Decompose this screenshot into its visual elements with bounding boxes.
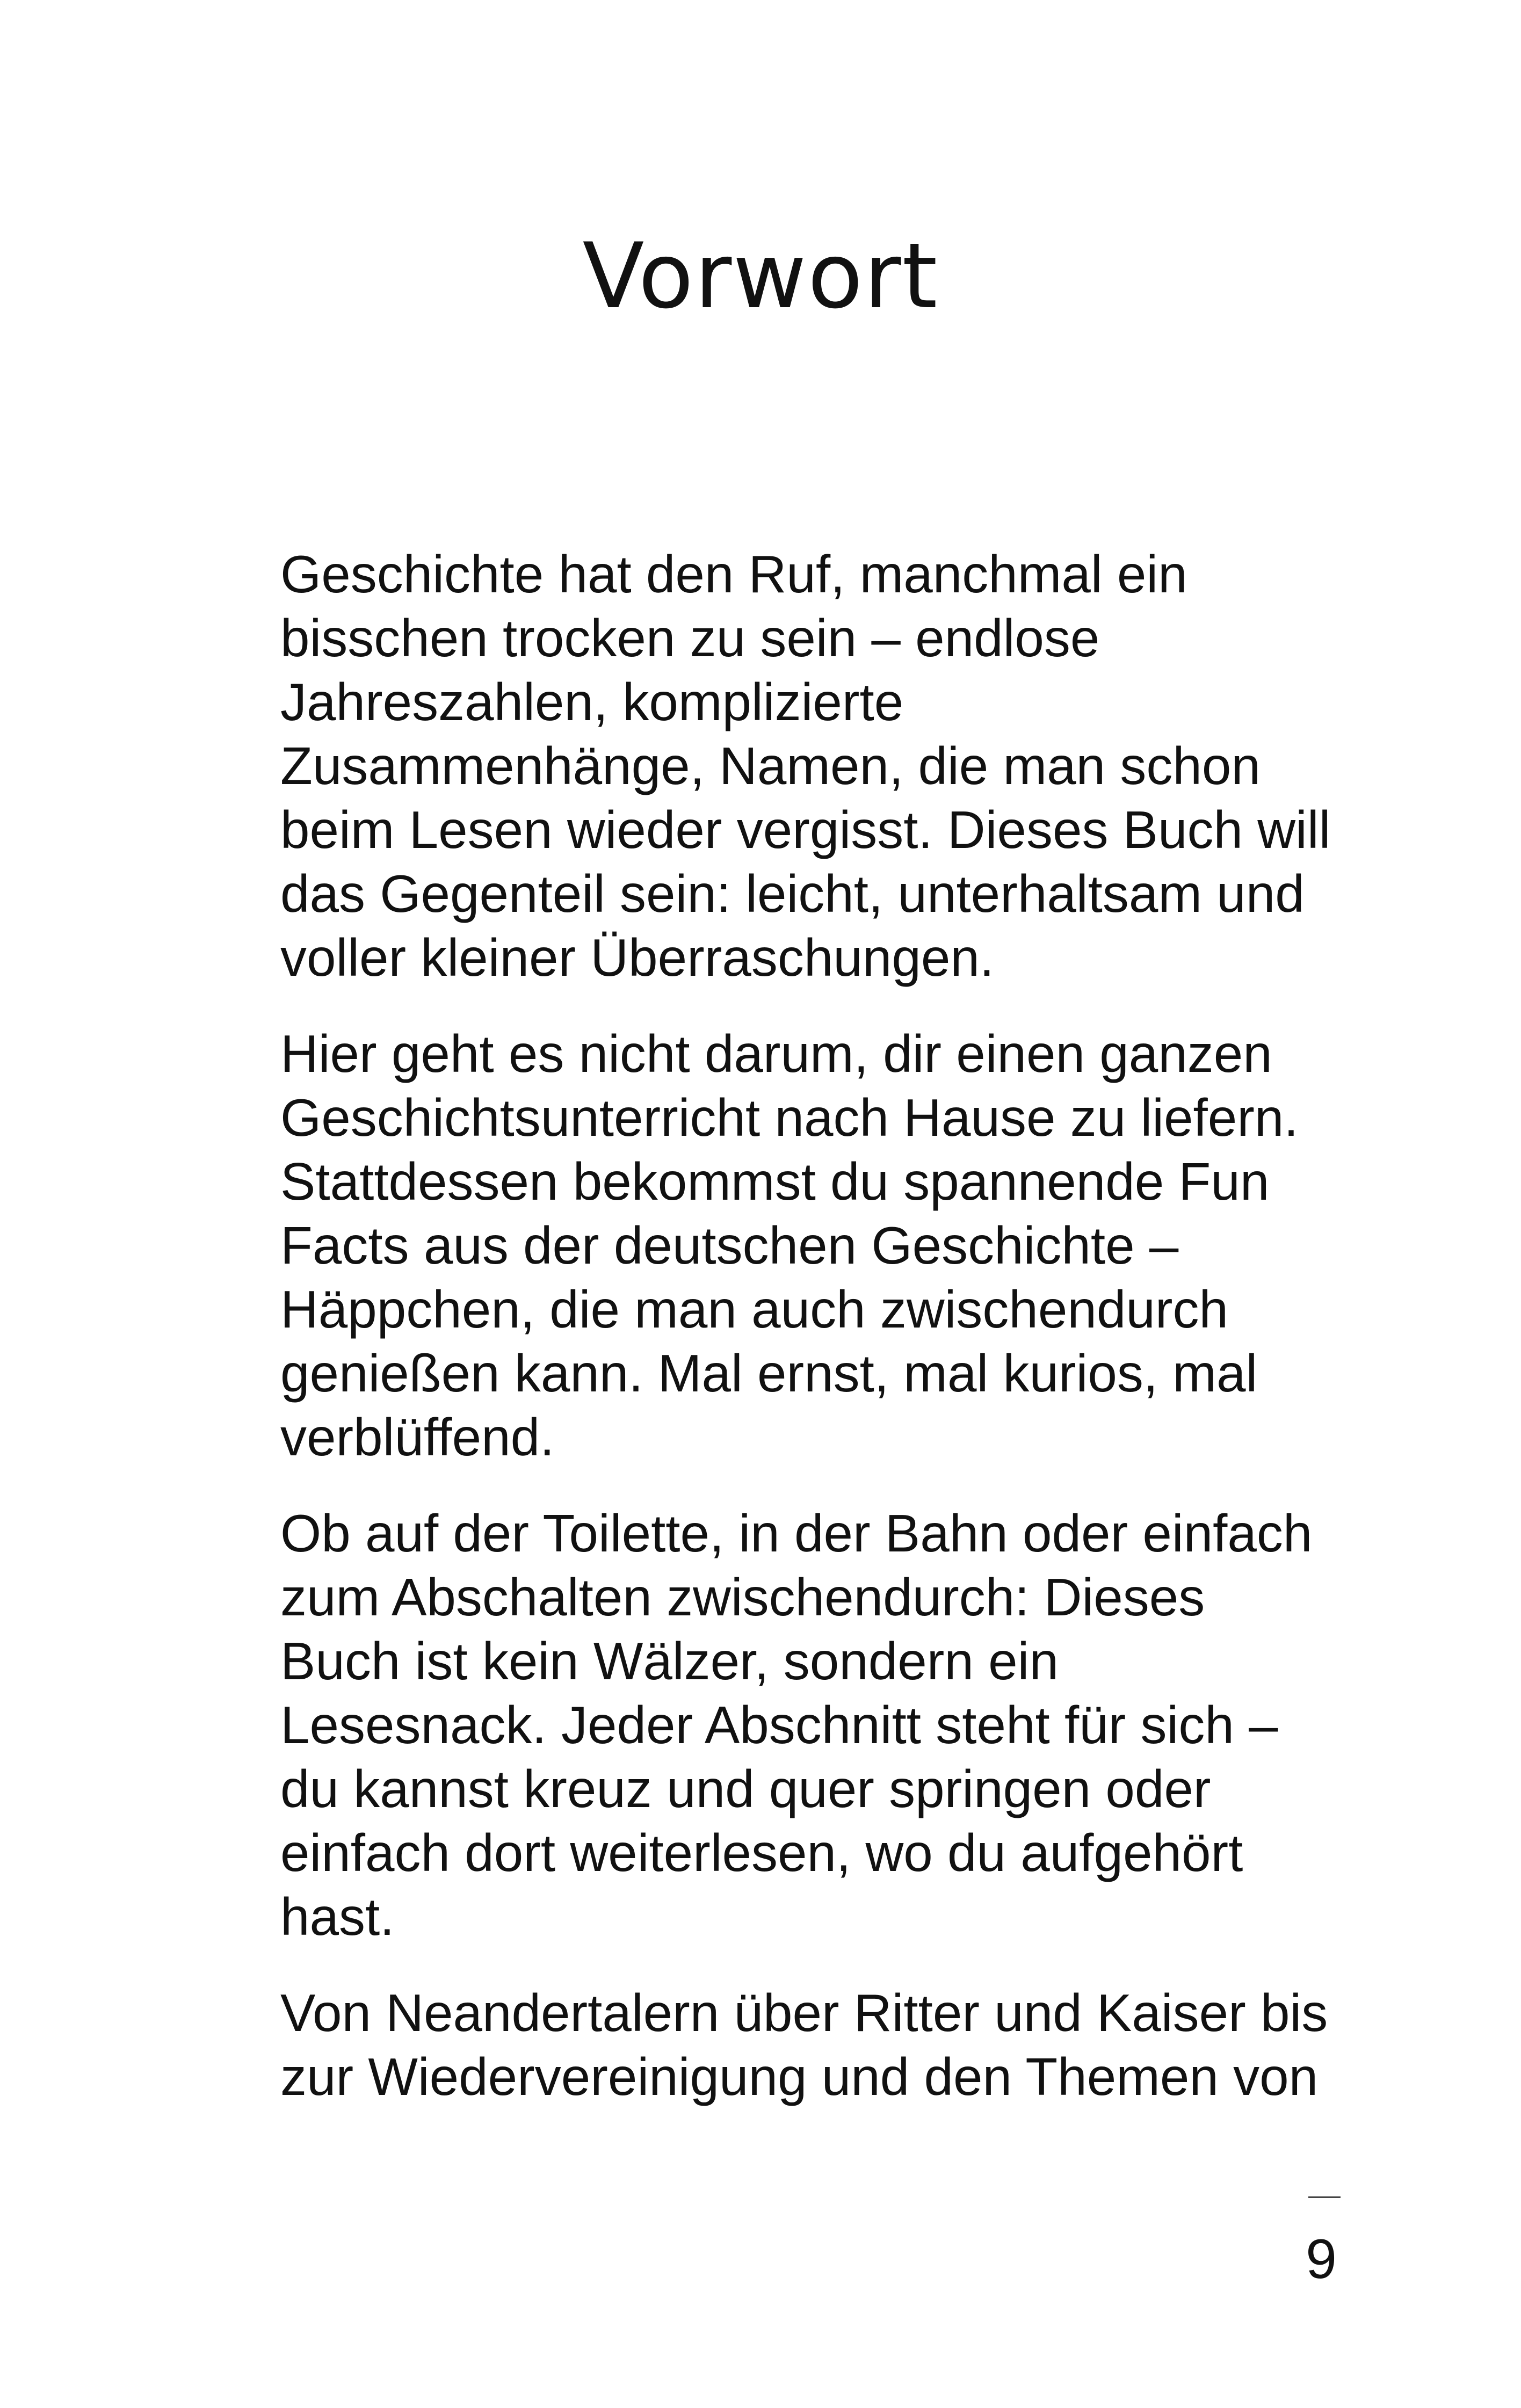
text-line: Stattdessen bekommst du spannende Fun xyxy=(280,1152,1270,1211)
text-line: bisschen trocken zu sein – endlose xyxy=(280,608,1100,668)
paragraph-4 xyxy=(280,1981,1381,2109)
text-line: Hier geht es nicht darum, dir einen ganzen xyxy=(280,1024,1272,1083)
text-line: genießen kann. Mal ernst, mal kurios, mal xyxy=(280,1344,1258,1403)
text-line: Buch ist kein Wälzer, sondern ein xyxy=(280,1631,1059,1691)
chapter-title: Vorwort xyxy=(582,223,939,329)
paragraph-3 xyxy=(280,1502,1381,1949)
page-number: 9 xyxy=(1306,2228,1337,2290)
text-line: das Gegenteil sein: leicht, unterhaltsam und xyxy=(280,864,1305,923)
text-line: Häppchen, die man auch zwischendurch xyxy=(280,1280,1229,1339)
text-line: Jahreszahlen, komplizierte xyxy=(280,672,904,731)
text-line: zur Wiedervereinigung und den Themen von xyxy=(280,2047,1319,2106)
paragraph-1 xyxy=(280,542,1381,990)
text-line: Ob auf der Toilette, in der Bahn oder einfach xyxy=(280,1504,1313,1563)
paragraph-2 xyxy=(280,1022,1381,1469)
text-line: zum Abschalten zwischendurch: Dieses xyxy=(280,1568,1205,1627)
text-line: hast. xyxy=(280,1887,395,1946)
text-line: verblüffend. xyxy=(280,1408,555,1467)
text-line: einfach dort weiterlesen, wo du aufgehört xyxy=(280,1823,1243,1882)
chapter-body xyxy=(280,542,1381,2141)
text-line: Zusammenhänge, Namen, die man schon xyxy=(280,736,1261,795)
text-line: Geschichtsunterricht nach Hause zu liefern. xyxy=(280,1088,1299,1147)
text-line: Geschichte hat den Ruf, manchmal ein xyxy=(280,545,1187,604)
text-line: Von Neandertalern über Ritter und Kaiser bis xyxy=(280,1983,1328,2042)
text-line: voller kleiner Überraschungen. xyxy=(280,928,995,987)
page-number-rule xyxy=(1308,2196,1341,2198)
text-line: beim Lesen wieder vergisst. Dieses Buch will xyxy=(280,800,1331,859)
text-line: Lesesnack. Jeder Abschnitt steht für sich – xyxy=(280,1695,1278,1754)
text-line: Facts aus der deutschen Geschichte – xyxy=(280,1216,1179,1275)
text-line: du kannst kreuz und quer springen oder xyxy=(280,1759,1211,1818)
